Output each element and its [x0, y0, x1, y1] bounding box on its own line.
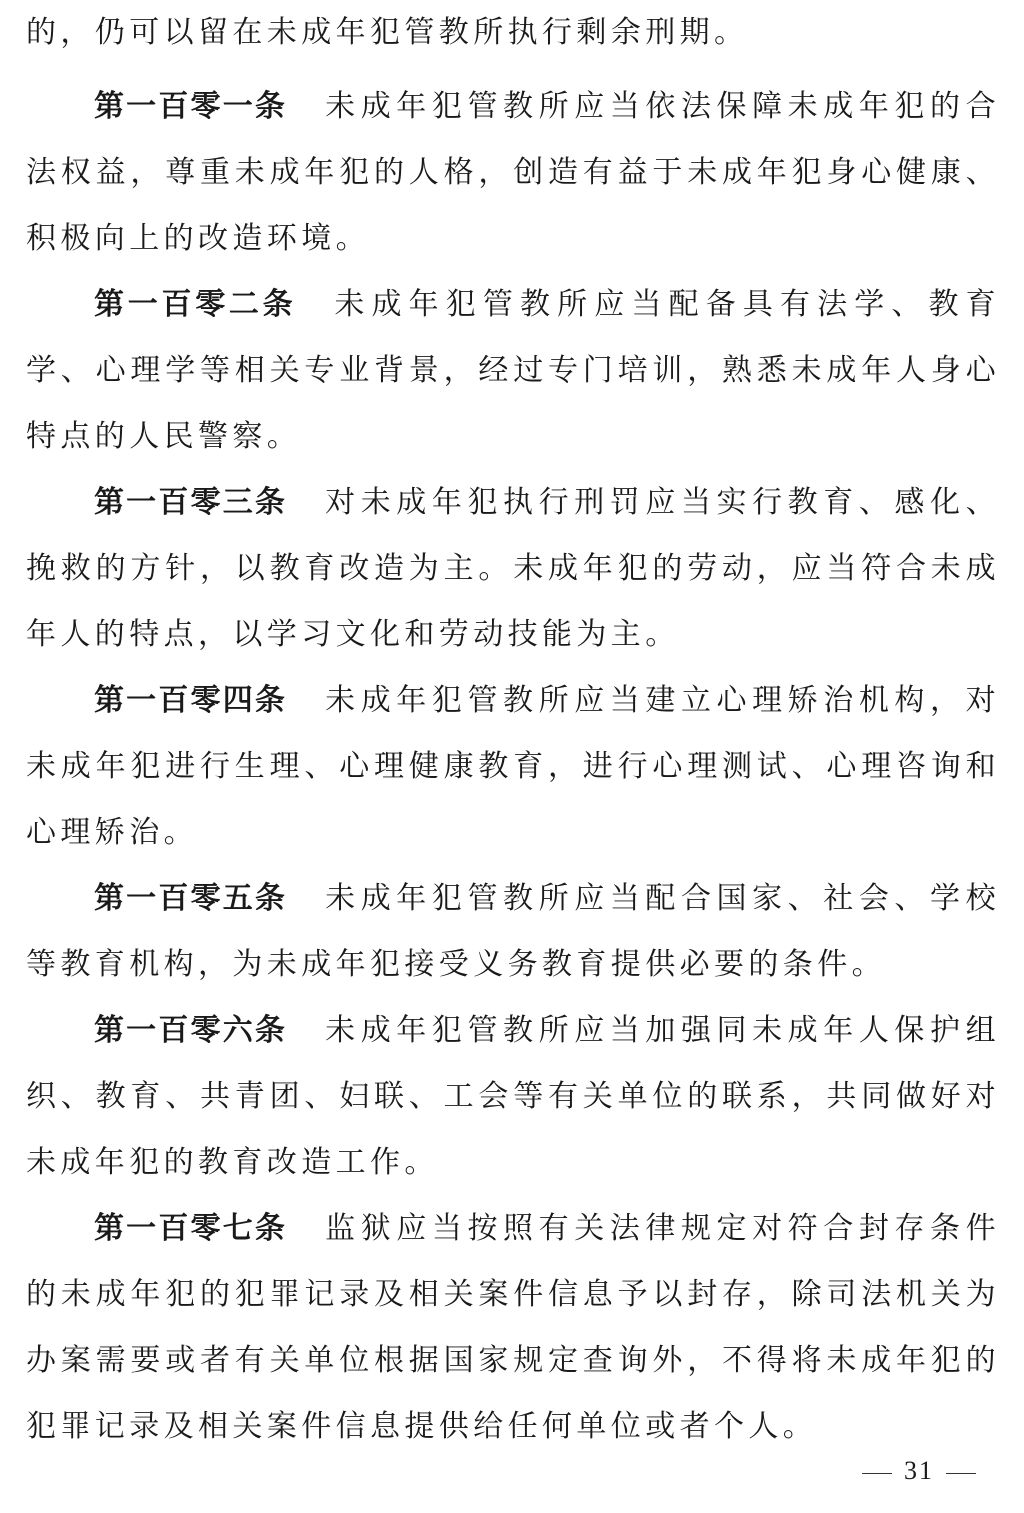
article-102: [26, 272, 1000, 470]
article-text: 未成年犯管教所应当配合国家、社会、学校等教育机构，为未成年犯接受义务教育提供必要的条件。: [26, 881, 1001, 982]
article-text: 监狱应当按照有关法律规定对符合封存条件的未成年犯的犯罪记录及相关案件信息予以封存，除司法机关为办案需要或者有关单位根据国家规定查询外，不得将未成年犯的犯罪记录及相关案件信息提供给任何单位或者个人。: [26, 1211, 1001, 1444]
article-label: 第一百零七条: [94, 1211, 288, 1246]
article-label: 第一百零一条: [94, 89, 288, 124]
article-103: [26, 470, 1000, 668]
article-label: 第一百零二条: [94, 287, 297, 322]
dash-right: [946, 1473, 976, 1474]
article-107: [26, 1196, 1000, 1460]
page-number-text: 31: [904, 1456, 934, 1485]
intro-text: 的，仍可以留在未成年犯管教所执行剩余刑期。: [26, 15, 749, 50]
page-number: [850, 1456, 988, 1486]
article-label: 第一百零三条: [94, 485, 288, 520]
article-101: [26, 74, 1000, 272]
article-106: [26, 998, 1000, 1196]
article-104: [26, 668, 1000, 866]
article-label: 第一百零六条: [94, 1013, 288, 1048]
article-text: 未成年犯管教所应当依法保障未成年犯的合法权益，尊重未成年犯的人格，创造有益于未成年犯身心健康、积极向上的改造环境。: [26, 89, 1001, 256]
article-label: 第一百零四条: [94, 683, 288, 718]
article-105: [26, 866, 1000, 998]
dash-left: [862, 1473, 892, 1474]
article-text: 对未成年犯执行刑罚应当实行教育、感化、挽救的方针，以教育改造为主。未成年犯的劳动，应当符合未成年人的特点，以学习文化和劳动技能为主。: [26, 485, 1001, 652]
article-text: 未成年犯管教所应当建立心理矫治机构，对未成年犯进行生理、心理健康教育，进行心理测试、心理咨询和心理矫治。: [26, 683, 1001, 850]
article-label: 第一百零五条: [94, 881, 288, 916]
article-text: 未成年犯管教所应当加强同未成年人保护组织、教育、共青团、妇联、工会等有关单位的联系，共同做好对未成年犯的教育改造工作。: [26, 1013, 1001, 1180]
article-text: 未成年犯管教所应当配备具有法学、教育学、心理学等相关专业背景，经过专门培训，熟悉未成年人身心特点的人民警察。: [26, 287, 1001, 454]
intro-paragraph: [26, 0, 1000, 66]
